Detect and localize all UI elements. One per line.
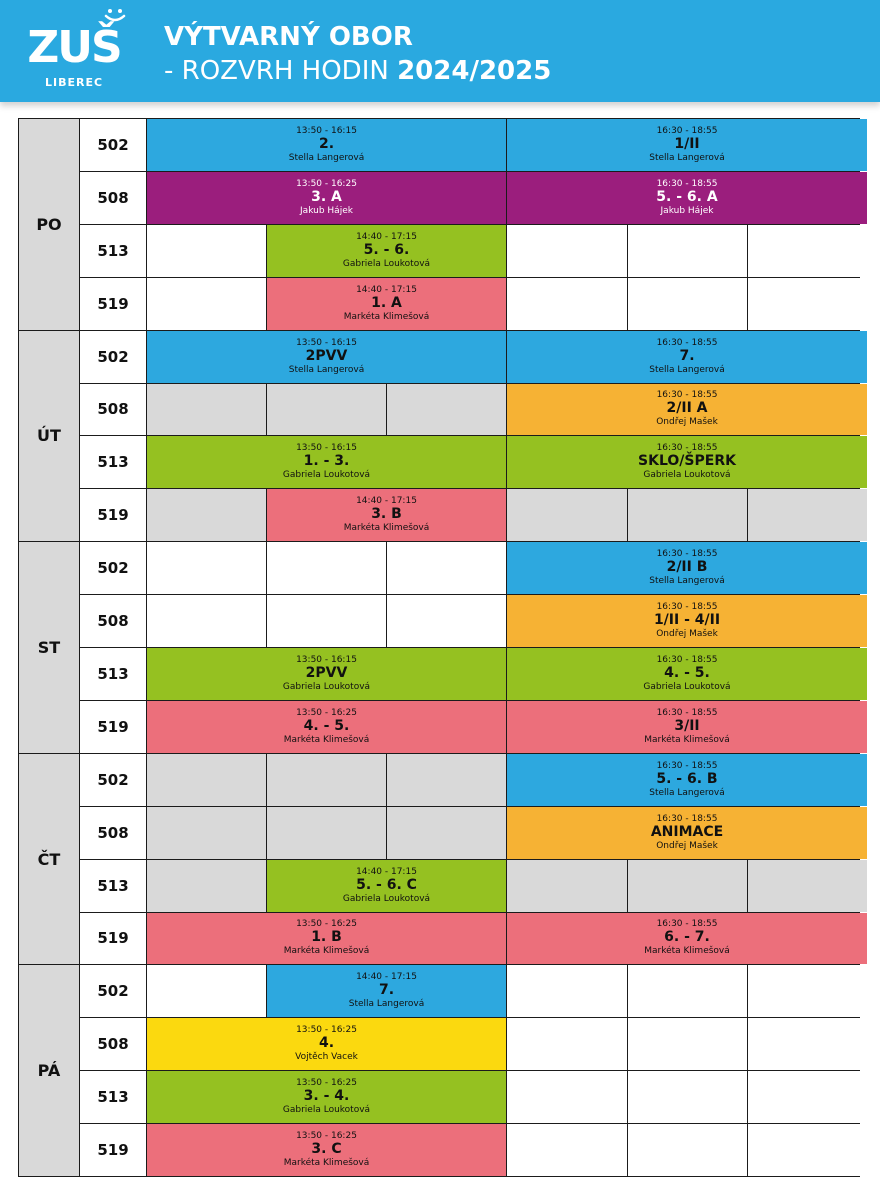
empty-slot [628,1124,747,1176]
lesson-block [147,1071,506,1123]
empty-slot [387,807,506,859]
room-number: 519 [80,489,146,541]
empty-slot [748,965,867,1017]
room-number: 519 [80,701,146,753]
lesson-class: 1/II - 4/II [653,612,721,629]
empty-slot [507,278,627,330]
lesson-time: 16:30 - 18:55 [656,125,718,136]
room-number: 502 [80,965,146,1017]
lesson-block [507,172,867,224]
lesson-teacher: Stella Langerová [649,576,725,587]
empty-slot [628,1071,747,1123]
subtitle-text: - ROZVRH HODIN [164,56,398,86]
lesson-time: 16:30 - 18:55 [656,390,718,401]
empty-slot [507,1071,627,1123]
lesson-time: 13:50 - 16:25 [296,1078,357,1089]
day-label: ÚT [19,331,79,542]
lesson-class: 4. [318,1035,335,1052]
empty-slot [507,860,627,912]
day-label: PO [19,119,79,330]
lesson-teacher: Markéta Klimešová [644,946,730,957]
lesson-class: 3. B [371,506,402,523]
lesson-time: 16:30 - 18:55 [656,654,718,665]
lesson-block [147,648,506,700]
room-number: 508 [80,172,146,224]
lesson-class: 7. [679,347,695,364]
room-number: 502 [80,119,146,171]
empty-slot [147,542,266,594]
lesson-teacher: Markéta Klimešová [644,734,730,745]
empty-slot [748,1071,867,1123]
empty-slot [507,225,627,277]
lesson-time: 16:30 - 18:55 [656,919,718,930]
lesson-time: 14:40 - 17:15 [356,284,417,295]
lesson-class: 5. - 6. [363,241,410,258]
lesson-block [507,119,867,171]
lesson-block [507,595,867,647]
lesson-block [147,436,506,488]
lesson-block [507,331,867,383]
lesson-teacher: Ondřej Mašek [656,417,718,428]
lesson-class: 1. - 3. [303,453,350,470]
lesson-teacher: Jakub Hájek [660,205,714,216]
room-number: 508 [80,1018,146,1070]
lesson-teacher: Gabriela Loukotová [282,681,371,692]
lesson-class: 1. A [371,294,402,311]
lesson-time: 16:30 - 18:55 [656,813,718,824]
lesson-class: SKLO/ŠPERK [638,453,736,470]
empty-slot [507,489,627,541]
lesson-class: 1/II [674,135,700,152]
lesson-class: 2/II A [666,400,708,417]
lesson-class: 3. - 4. [303,1088,350,1105]
room-number: 508 [80,595,146,647]
logo-text: ZUŠ [27,22,121,73]
lesson-time: 13:50 - 16:15 [296,654,357,665]
lesson-teacher: Stella Langerová [649,364,725,375]
empty-slot [147,225,266,277]
lesson-class: 2PVV [305,664,348,681]
lesson-class: 1. B [311,929,342,946]
lesson-class: 3/II [674,717,700,734]
logo-city: LIBEREC [44,76,104,89]
lesson-time: 16:30 - 18:55 [656,549,718,560]
lesson-block [507,913,867,965]
lesson-block [147,172,506,224]
lesson-block [147,1124,506,1176]
lesson-class: 3. C [311,1141,342,1158]
empty-slot [387,542,506,594]
lesson-time: 14:40 - 17:15 [356,496,417,507]
room-number: 502 [80,331,146,383]
lesson-block [507,384,867,436]
empty-slot [147,384,266,436]
empty-slot [628,860,747,912]
empty-slot [267,542,386,594]
lesson-time: 16:30 - 18:55 [656,760,718,771]
empty-slot [267,754,386,806]
lesson-class: 3. A [311,188,342,205]
lesson-teacher: Stella Langerová [288,364,365,375]
room-number: 502 [80,754,146,806]
lesson-teacher: Gabriela Loukotová [643,681,731,692]
lesson-block [507,754,867,806]
empty-slot [628,489,747,541]
lesson-class: 4. - 5. [303,717,350,734]
lesson-block [267,225,506,277]
lesson-class: ANIMACE [650,823,724,840]
day-label: ČT [19,754,79,965]
empty-slot [748,1018,867,1070]
lesson-block [267,965,506,1017]
page-subtitle [164,56,551,86]
lesson-block [267,278,506,330]
room-number: 519 [80,913,146,965]
lesson-time: 16:30 - 18:55 [656,602,718,613]
room-number: 513 [80,860,146,912]
empty-slot [387,754,506,806]
lesson-teacher: Stella Langerová [348,999,425,1010]
lesson-teacher: Markéta Klimešová [343,523,430,534]
empty-slot [147,595,266,647]
lesson-block [507,542,867,594]
empty-slot [748,489,867,541]
lesson-teacher: Stella Langerová [649,787,725,798]
lesson-teacher: Markéta Klimešová [283,1158,370,1169]
lesson-teacher: Jakub Hájek [300,205,353,216]
empty-slot [628,1018,747,1070]
lesson-time: 13:50 - 16:25 [296,707,357,718]
empty-slot [507,1124,627,1176]
empty-slot [267,384,386,436]
lesson-block [147,913,506,965]
lesson-teacher: Stella Langerová [649,152,725,163]
lesson-block [507,436,867,488]
empty-slot [507,965,627,1017]
empty-slot [748,278,867,330]
empty-slot [267,595,386,647]
lesson-time: 14:40 - 17:15 [356,231,417,242]
lesson-teacher: Ondřej Mašek [656,629,718,640]
timetable-grid [18,118,860,1177]
room-number: 519 [80,1124,146,1176]
empty-slot [628,278,747,330]
lesson-class: 5. - 6. A [656,188,718,205]
lesson-time: 13:50 - 16:25 [296,178,357,189]
room-number: 513 [80,436,146,488]
page-header [0,0,880,102]
page-title: VÝTVARNÝ OBOR [164,22,413,52]
lesson-block [147,701,506,753]
day-label: PÁ [19,965,79,1176]
lesson-block [507,807,867,859]
room-number: 513 [80,648,146,700]
empty-slot [147,860,266,912]
room-number: 508 [80,384,146,436]
room-number: 519 [80,278,146,330]
room-number: 513 [80,225,146,277]
empty-slot [748,860,867,912]
empty-slot [147,965,266,1017]
lesson-class: 6. - 7. [664,929,710,946]
zus-logo [16,8,132,92]
lesson-block [267,489,506,541]
lesson-time: 13:50 - 16:15 [296,443,357,454]
lesson-block [147,119,506,171]
lesson-teacher: Gabriela Loukotová [342,258,431,269]
lesson-class: 5. - 6. B [656,770,718,787]
lesson-class: 2. [318,135,335,152]
day-label: ST [19,542,79,753]
school-year: 2024/2025 [397,56,552,86]
room-number: 513 [80,1071,146,1123]
empty-slot [147,754,266,806]
room-number: 502 [80,542,146,594]
empty-slot [628,965,747,1017]
room-number: 508 [80,807,146,859]
lesson-teacher: Vojtěch Vacek [295,1052,358,1063]
empty-slot [748,225,867,277]
lesson-teacher: Gabriela Loukotová [643,470,731,481]
empty-slot [748,1124,867,1176]
lesson-class: 2PVV [305,347,348,364]
lesson-teacher: Markéta Klimešová [343,311,430,322]
lesson-time: 16:30 - 18:55 [656,337,718,348]
lesson-time: 16:30 - 18:55 [656,443,718,454]
lesson-time: 14:40 - 17:15 [356,866,417,877]
empty-slot [147,807,266,859]
lesson-time: 13:50 - 16:15 [296,125,357,136]
lesson-block [147,331,506,383]
empty-slot [507,1018,627,1070]
lesson-teacher: Gabriela Loukotová [282,1105,371,1116]
lesson-time: 13:50 - 16:15 [296,337,357,348]
lesson-teacher: Ondřej Mašek [656,840,718,851]
lesson-time: 13:50 - 16:25 [296,919,357,930]
lesson-teacher: Stella Langerová [288,152,365,163]
lesson-teacher: Markéta Klimešová [283,946,370,957]
lesson-time: 13:50 - 16:25 [296,1131,357,1142]
empty-slot [147,278,266,330]
lesson-class: 4. - 5. [664,664,710,681]
lesson-teacher: Gabriela Loukotová [282,470,371,481]
empty-slot [147,489,266,541]
lesson-teacher: Gabriela Loukotová [342,893,431,904]
empty-slot [387,595,506,647]
lesson-block [507,701,867,753]
empty-slot [387,384,506,436]
empty-slot [267,807,386,859]
empty-slot [628,225,747,277]
lesson-teacher: Markéta Klimešová [283,734,370,745]
lesson-time: 16:30 - 18:55 [656,707,718,718]
lesson-block [267,860,506,912]
lesson-time: 16:30 - 18:55 [656,178,718,189]
lesson-class: 5. - 6. C [356,876,417,893]
lesson-time: 14:40 - 17:15 [356,972,417,983]
lesson-block [507,648,867,700]
lesson-block [147,1018,506,1070]
lesson-class: 7. [378,982,395,999]
lesson-time: 13:50 - 16:25 [296,1025,357,1036]
lesson-class: 2/II B [666,559,708,576]
